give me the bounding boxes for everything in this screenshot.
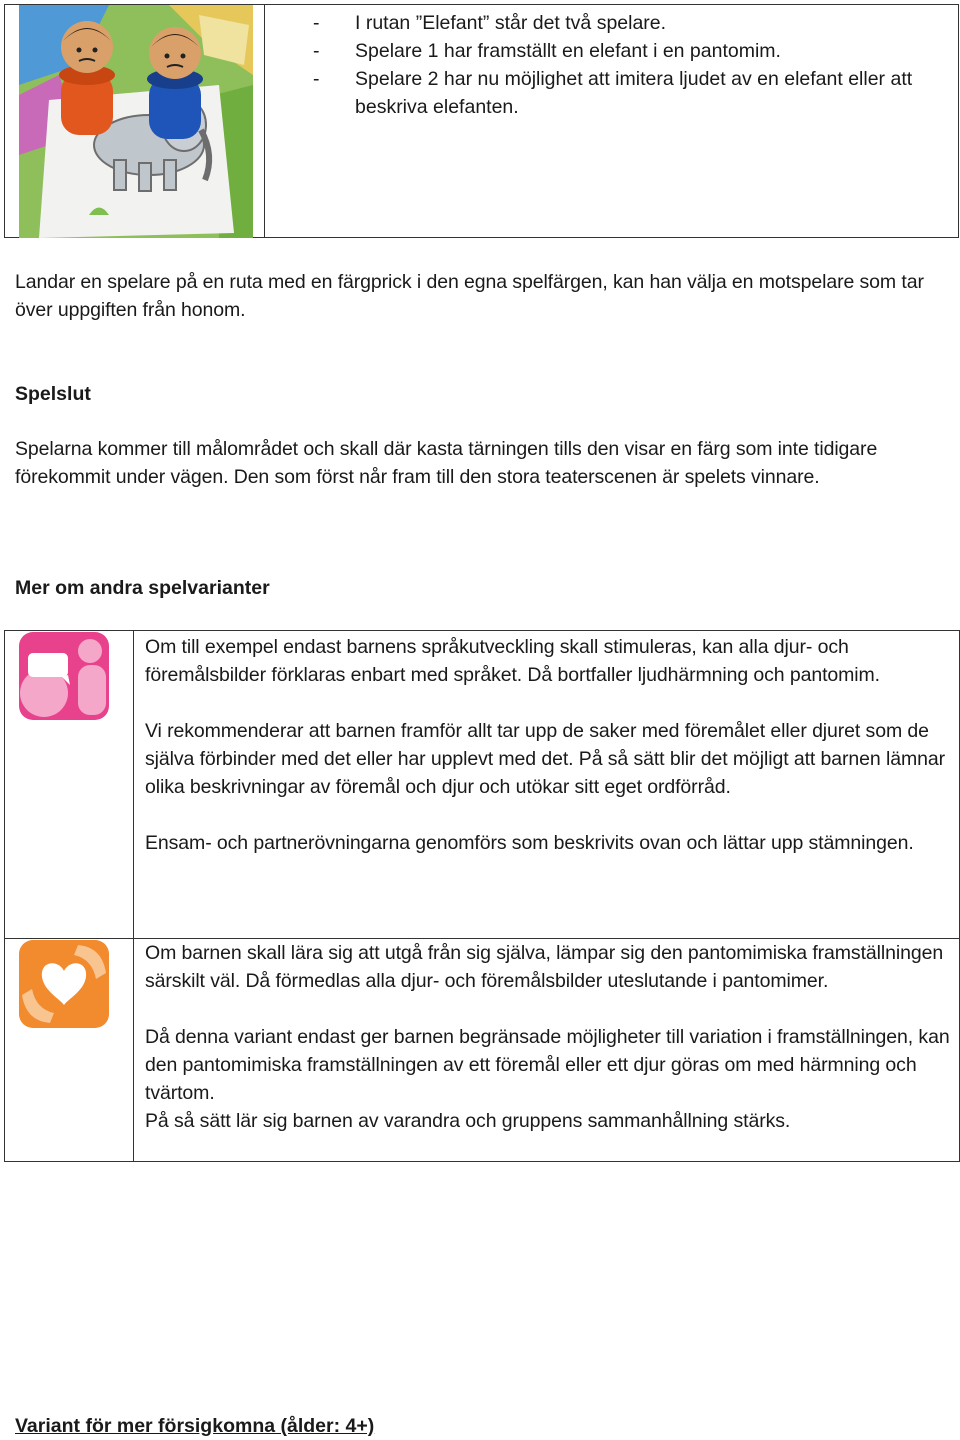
speech-bubble-people-icon bbox=[18, 631, 110, 726]
list-item bbox=[313, 65, 953, 121]
variant-paragraph: Ensam- och partnerövningarna genomförs som beskrivits ovan och lättar upp stämningen. bbox=[145, 832, 914, 854]
section-heading-spelslut: Spelslut bbox=[15, 383, 91, 405]
list-dash: - bbox=[313, 68, 320, 90]
player-list bbox=[313, 9, 953, 121]
section-heading-varianter: Mer om andra spelvarianter bbox=[15, 577, 270, 599]
variant-paragraph: Då denna variant endast ger barnen begränsade möjligheter till variation i framställningen, kan den pantomimiska framställningen av ett föremål eller ett djur göras om med härmning och tvärtom. bbox=[145, 1026, 950, 1104]
top-table bbox=[4, 4, 959, 238]
variant-cell-language bbox=[145, 633, 951, 857]
section-heading-advanced-variant: Variant för mer försigkomna (ålder: 4+) bbox=[15, 1415, 375, 1437]
variant-paragraph: Vi rekommenderar att barnen framför allt tar upp de saker med föremålet eller djuret som de själva förbinder med det eller har upplevt med det. På så sätt blir det möjligt att barnen lämnar olika beskrivningar av föremål och djur och utökar sitt eget ordförråd. bbox=[145, 720, 945, 798]
paragraph-color-dot: Landar en spelare på en ruta med en färgprick i den egna spelfärgen, kan han välja en motspelare som tar över uppgiften från honom. bbox=[15, 271, 924, 321]
list-item bbox=[313, 9, 953, 37]
list-item-text: Spelare 1 har framställt en elefant i en pantomim. bbox=[355, 40, 781, 62]
variant-paragraph: Om barnen skall lära sig att utgå från sig själva, lämpar sig den pantomimiska framställningen särskilt väl. Då förmedlas alla djur- och föremålsbilder uteslutande i pantomimer. bbox=[145, 942, 944, 992]
list-item-text: I rutan ”Elefant” står det två spelare. bbox=[355, 12, 667, 34]
variant-cell-pantomime bbox=[145, 939, 951, 1135]
variant-paragraph: På så sätt lär sig barnen av varandra och gruppens sammanhållning stärks. bbox=[145, 1110, 791, 1132]
variants-table bbox=[4, 630, 960, 1162]
list-item-text: Spelare 2 har nu möjlighet att imitera ljudet av en elefant eller att beskriva elefanten. bbox=[355, 68, 913, 118]
variant-paragraph: Om till exempel endast barnens språkutveckling skall stimuleras, kan alla djur- och föremålsbilder förklaras enbart med språket. Då bortfaller ljudhärmning och pantomim. bbox=[145, 636, 881, 686]
table-column-divider bbox=[264, 5, 265, 237]
table-column-divider bbox=[133, 631, 134, 1161]
paragraph-spelslut: Spelarna kommer till målområdet och skall där kasta tärningen tills den visar en färg som inte tidigare förekommit under vägen. Den som först når fram till den stora teaterscenen är spelets vinnare. bbox=[15, 438, 878, 488]
list-item bbox=[313, 37, 953, 65]
list-dash: - bbox=[313, 40, 320, 62]
hands-heart-icon bbox=[18, 939, 110, 1034]
game-board-figures-elephant-photo bbox=[19, 5, 253, 238]
list-dash: - bbox=[313, 12, 320, 34]
